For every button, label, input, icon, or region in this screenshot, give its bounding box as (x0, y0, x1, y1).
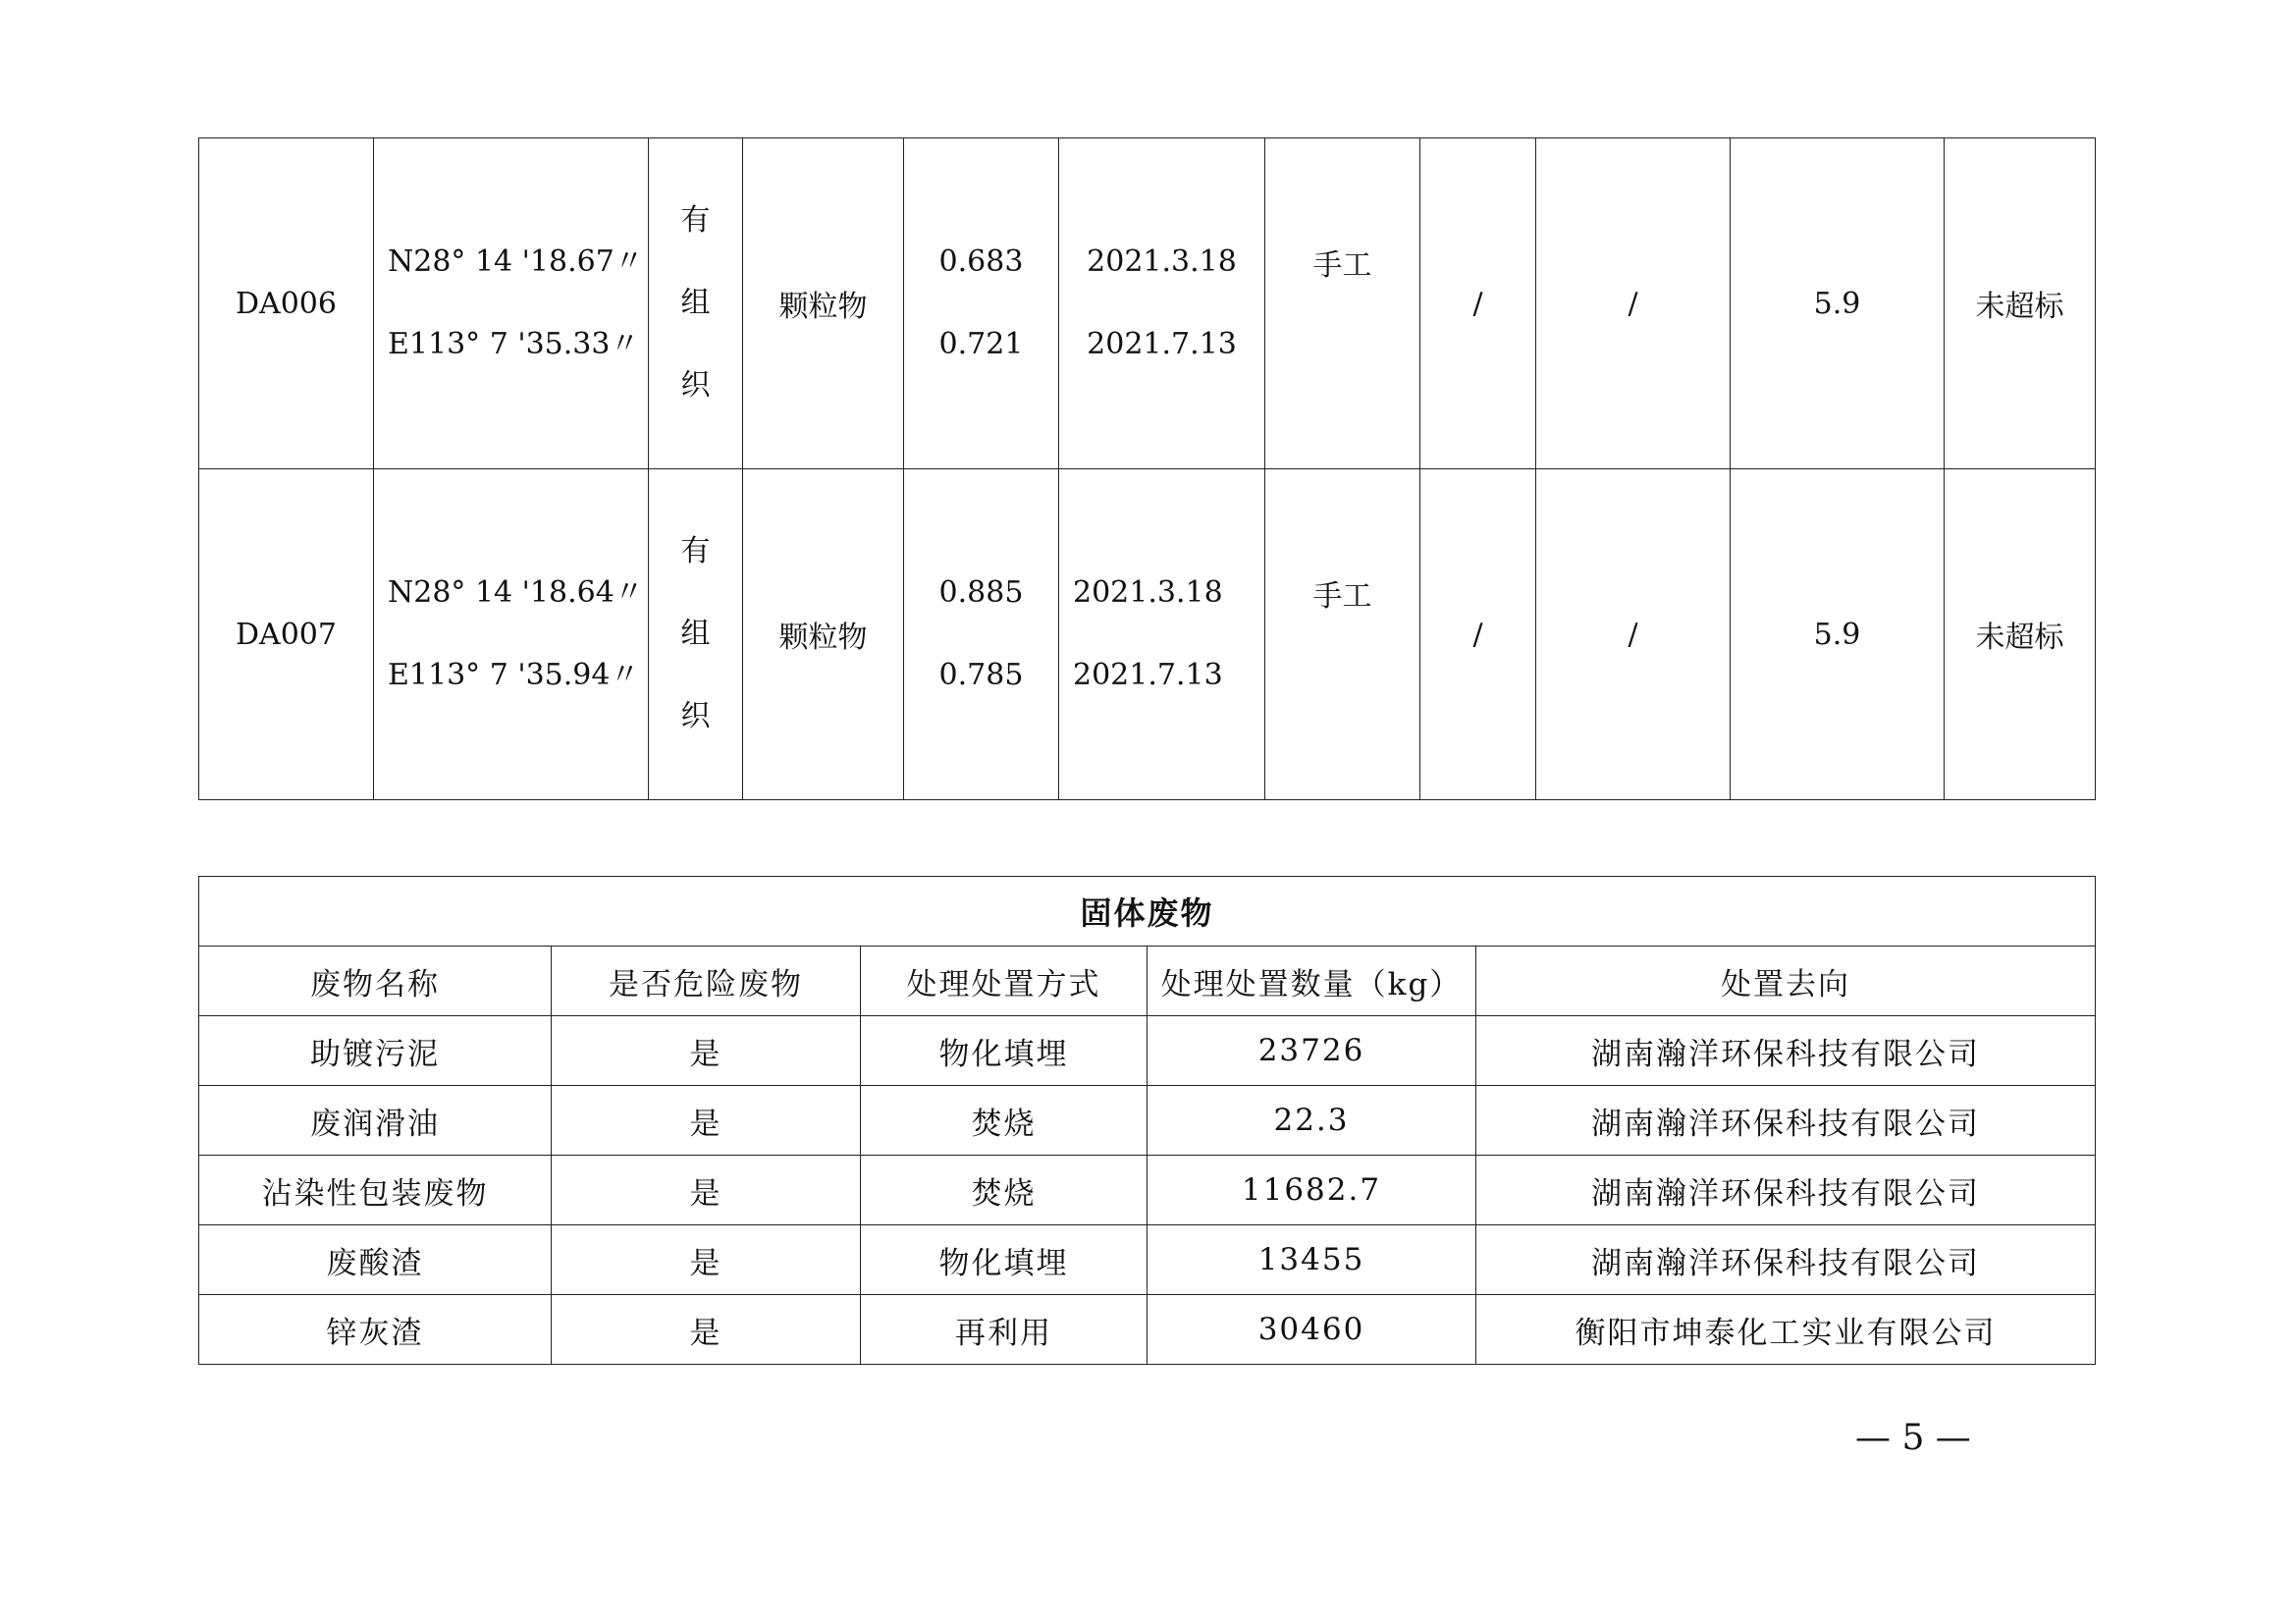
waste-title-row (199, 877, 2096, 947)
emission-type-char: 织 (680, 699, 711, 733)
header-disposal-quantity: 处理处置数量（kg） (1148, 947, 1476, 1016)
disposal-destination: 湖南瀚洋环保科技有限公司 (1476, 1086, 2096, 1156)
monitor-method (1265, 469, 1420, 800)
disposal-destination: 湖南瀚洋环保科技有限公司 (1476, 1156, 2096, 1225)
disposal-method: 焚烧 (861, 1156, 1148, 1225)
measured-values (904, 469, 1059, 800)
emission-type-char: 有 (680, 534, 711, 568)
solid-waste-table (198, 876, 2096, 1365)
emission-type (649, 469, 743, 800)
header-is-hazardous: 是否危险废物 (552, 947, 861, 1016)
cell-slash: / (1536, 469, 1731, 800)
cell-slash: / (1536, 138, 1731, 469)
monitor-method-text: 手工 (1312, 579, 1372, 614)
coordinates (374, 138, 649, 469)
monitor-date: 2021.3.18 (1087, 244, 1237, 279)
emission-type-char: 组 (680, 286, 711, 320)
header-disposal-destination: 处置去向 (1476, 947, 2096, 1016)
table-row (199, 1295, 2096, 1365)
disposal-method: 物化填埋 (861, 1225, 1148, 1295)
table-row (199, 1225, 2096, 1295)
emission-type-char: 组 (680, 617, 711, 651)
waste-name: 锌灰渣 (199, 1295, 552, 1365)
cell-slash: / (1420, 138, 1536, 469)
emission-row (199, 469, 2096, 800)
measured-value: 0.785 (938, 658, 1024, 692)
coordinates (374, 469, 649, 800)
monitor-dates (1059, 138, 1265, 469)
monitor-dates (1059, 469, 1265, 800)
table-row (199, 1156, 2096, 1225)
outlet-id: DA006 (199, 138, 374, 469)
is-hazardous: 是 (552, 1016, 861, 1086)
disposal-quantity: 13455 (1148, 1225, 1476, 1295)
emission-type (649, 138, 743, 469)
waste-name: 助镀污泥 (199, 1016, 552, 1086)
measured-value: 0.683 (938, 244, 1024, 279)
exceed-status: 未超标 (1945, 469, 2096, 800)
table-row (199, 1086, 2096, 1156)
disposal-method: 物化填埋 (861, 1016, 1148, 1086)
disposal-quantity: 23726 (1148, 1016, 1476, 1086)
monitor-method-text: 手工 (1312, 248, 1372, 283)
page-number: — 5 — (1855, 1418, 1971, 1458)
outlet-id: DA007 (199, 469, 374, 800)
monitor-method (1265, 138, 1420, 469)
emission-limit: 5.9 (1731, 138, 1945, 469)
monitor-date: 2021.3.18 (1073, 575, 1223, 610)
emissions-table (198, 137, 2096, 800)
header-disposal-method: 处理处置方式 (861, 947, 1148, 1016)
latitude: N28° 14 '18.67〃 (388, 244, 644, 279)
is-hazardous: 是 (552, 1225, 861, 1295)
waste-name: 沾染性包装废物 (199, 1156, 552, 1225)
cell-slash: / (1420, 469, 1536, 800)
measured-value: 0.721 (938, 327, 1024, 361)
table-row (199, 1016, 2096, 1086)
emission-row (199, 138, 2096, 469)
waste-table-title: 固体废物 (199, 877, 2096, 947)
emission-type-char: 织 (680, 368, 711, 403)
emission-type-char: 有 (680, 203, 711, 238)
waste-name: 废酸渣 (199, 1225, 552, 1295)
disposal-method: 焚烧 (861, 1086, 1148, 1156)
monitor-date: 2021.7.13 (1087, 327, 1237, 361)
emission-limit: 5.9 (1731, 469, 1945, 800)
disposal-quantity: 30460 (1148, 1295, 1476, 1365)
disposal-destination: 湖南瀚洋环保科技有限公司 (1476, 1225, 2096, 1295)
pollutant: 颗粒物 (743, 469, 904, 800)
disposal-method: 再利用 (861, 1295, 1148, 1365)
is-hazardous: 是 (552, 1156, 861, 1225)
disposal-destination: 衡阳市坤泰化工实业有限公司 (1476, 1295, 2096, 1365)
longitude: E113° 7 '35.94〃 (388, 658, 640, 692)
pollutant: 颗粒物 (743, 138, 904, 469)
header-waste-name: 废物名称 (199, 947, 552, 1016)
longitude: E113° 7 '35.33〃 (388, 327, 640, 361)
disposal-destination: 湖南瀚洋环保科技有限公司 (1476, 1016, 2096, 1086)
disposal-quantity: 22.3 (1148, 1086, 1476, 1156)
monitor-date: 2021.7.13 (1073, 658, 1223, 692)
exceed-status: 未超标 (1945, 138, 2096, 469)
is-hazardous: 是 (552, 1086, 861, 1156)
latitude: N28° 14 '18.64〃 (388, 575, 644, 610)
disposal-quantity: 11682.7 (1148, 1156, 1476, 1225)
is-hazardous: 是 (552, 1295, 861, 1365)
waste-header-row (199, 947, 2096, 1016)
measured-values (904, 138, 1059, 469)
measured-value: 0.885 (938, 575, 1024, 610)
waste-name: 废润滑油 (199, 1086, 552, 1156)
